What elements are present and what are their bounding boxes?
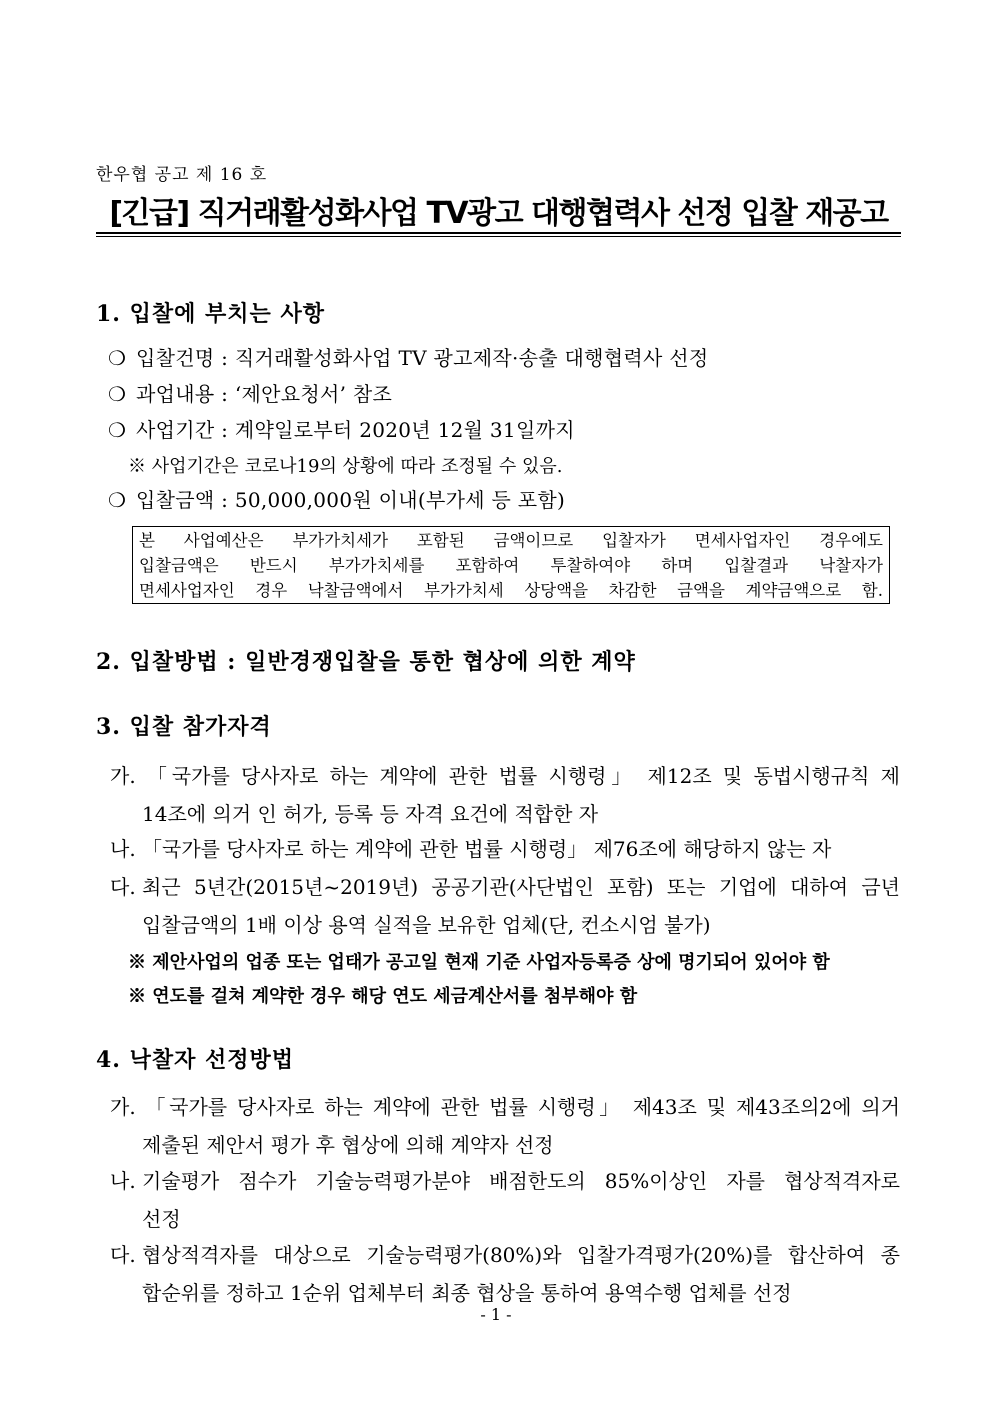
circle-bullet-icon: ❍ <box>108 418 127 442</box>
requirement-note: ※ 연도를 걸쳐 계약한 경우 해당 연도 세금계산서를 첨부해야 함 <box>128 986 638 1007</box>
period-note: ※ 사업기간은 코로나19의 상황에 따라 조정될 수 있음. <box>128 456 563 477</box>
list-item: 가. 「국가를 당사자로 하는 계약에 관한 법률 시행령」 제12조 및 동법시행규칙 제 14조에 의거 인 허가, 등록 등 자격 요건에 적합한 자 <box>110 764 900 826</box>
section-3-heading: 3. 입찰 참가자격 <box>96 714 272 740</box>
notice-number: 한우협 공고 제 16 호 <box>96 165 268 185</box>
page-number: - 1 - <box>480 1305 512 1324</box>
list-item: ❍ 입찰건명 : 직거래활성화사업 TV 광고제작·송출 대행협력사 선정 <box>108 346 709 370</box>
box-line: 면세사업자인 경우 낙찰금액에서 부가가치세 상당액을 차감한 금액을 계약금액으로 함. <box>139 581 883 600</box>
requirement-note: ※ 제안사업의 업종 또는 업태가 공고일 현재 기준 사업자등록증 상에 명기되어 있어야 함 <box>128 952 830 973</box>
list-item: ❍ 사업기간 : 계약일로부터 2020년 12월 31일까지 <box>108 418 575 442</box>
section-4-heading: 4. 낙찰자 선정방법 <box>96 1047 295 1073</box>
title-underline <box>96 232 901 234</box>
document-title: [긴급] 직거래활성화사업 TV광고 대행협력사 선정 입찰 재공고 <box>109 196 888 231</box>
circle-bullet-icon: ❍ <box>108 346 127 370</box>
budget-notice-box <box>132 526 890 604</box>
list-item: 다. 협상적격자를 대상으로 기술능력평가(80%)와 입찰가격평가(20%)를 합산하여 종 합순위를 정하고 1순위 업체부터 최종 협상을 통하여 용역수행 업체를 선정 <box>110 1243 900 1305</box>
circle-bullet-icon: ❍ <box>108 488 127 512</box>
list-item: 나. 기술평가 점수가 기술능력평가분야 배점한도의 85%이상인 자를 협상적격자로 선정 <box>110 1169 900 1231</box>
list-item: ❍ 과업내용 : ‘제안요청서’ 참조 <box>108 382 393 406</box>
section-1-heading: 1. 입찰에 부치는 사항 <box>96 301 325 327</box>
section-2-heading: 2. 입찰방법 : 일반경쟁입찰을 통한 협상에 의한 계약 <box>96 649 636 675</box>
box-line: 입찰금액은 반드시 부가가치세를 포함하여 투찰하여야 하며 입찰결과 낙찰자가 <box>139 556 883 575</box>
list-item: 다. 최근 5년간(2015년~2019년) 공공기관(사단법인 포함) 또는 기업에 대하여 금년 입찰금액의 1배 이상 용역 실적을 보유한 업체(단, 컨소시엄 불가) <box>110 875 900 937</box>
circle-bullet-icon: ❍ <box>108 382 127 406</box>
list-item: 가. 「국가를 당사자로 하는 계약에 관한 법률 시행령」 제43조 및 제43조의2에 의거 제출된 제안서 평가 후 협상에 의해 계약자 선정 <box>110 1095 900 1157</box>
box-line: 본 사업예산은 부가가치세가 포함된 금액이므로 입찰자가 면세사업자인 경우에도 <box>139 531 883 550</box>
title-underline-thin <box>96 236 901 237</box>
list-item: 나. 「국가를 당사자로 하는 계약에 관한 법률 시행령」 제76조에 해당하지 않는 자 <box>110 837 832 861</box>
list-item: ❍ 입찰금액 : 50,000,000원 이내(부가세 등 포함) <box>108 488 566 512</box>
